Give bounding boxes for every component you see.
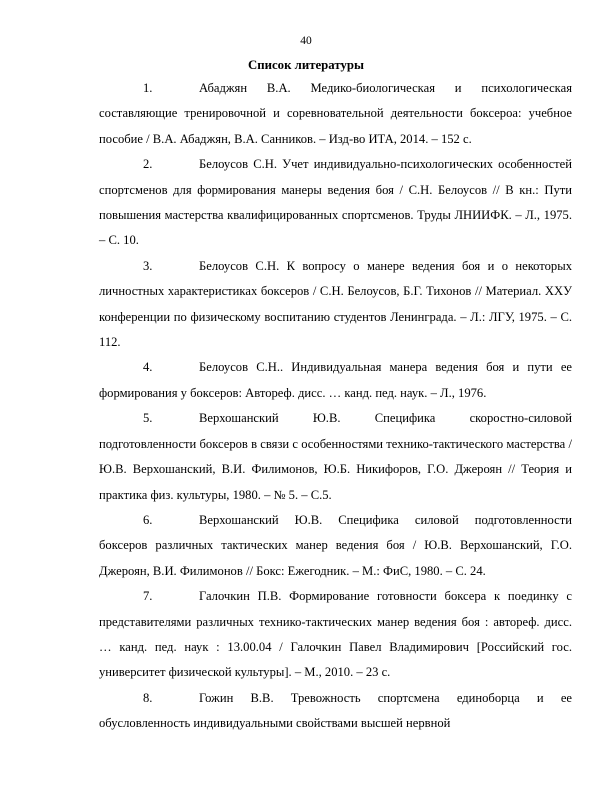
reference-number: 1. <box>143 81 153 95</box>
reference-item <box>99 152 572 254</box>
reference-item <box>99 254 572 356</box>
reference-text: Белоусов С.Н. Учет индивидуально-психологических особенностей спортсменов для формирования манеры ведения боя / С.Н. Белоусов // В кн.: Пути повышения мастерства квалифицированных спортсменов. Труды ЛНИИФК. – Л., 1975. – С. 10. <box>99 157 572 248</box>
reference-item <box>99 508 572 584</box>
reference-text: Белоусов С.Н.. Индивидуальная манера ведения боя и пути ее формирования у боксеров: Автореф. дисс. … канд. пед. наук. – Л., 1976. <box>99 360 572 400</box>
reference-item <box>99 584 572 686</box>
reference-text: Галочкин П.В. Формирование готовности боксера к поединку с представителями различных технико-тактических манер ведения боя : автореф. дисс. … канд. пед. наук : 13.00.04 / Галочкин Павел Владимирович [Российский гос. университет физической культуры]. – М., 2010. – 23 с. <box>99 589 572 680</box>
reference-number: 5. <box>143 411 153 426</box>
reference-number: 7. <box>143 589 153 604</box>
reference-number: 3. <box>143 258 153 273</box>
reference-number: 6. <box>143 512 153 527</box>
reference-text: Гожин В.В. Тревожность спортсмена единоборца и ее обусловленность индивидуальными свойствами высшей нервной <box>99 690 572 731</box>
reference-number: 8. <box>143 690 153 705</box>
reference-text: Абаджян В.А. Медико-биологическая и психологическая составляющие тренировочной и соревновательной деятельности боксероа: учебное пособие / В.А. Абаджян, В.А. Санников. – Изд-во ИТА, 2014. – 152 с. <box>99 81 572 146</box>
reference-text: Верхошанский Ю.В. Специфика силовой подготовленности боксеров различных тактических манер ведения боя / Ю.В. Верхошанский, Г.О. Джероян, В.И. Филимонов // Бокс: Ежегодник. – М.: ФиС, 1980. – С. 24. <box>99 512 572 578</box>
reference-item <box>99 406 572 508</box>
reference-item <box>99 76 572 152</box>
reference-list <box>99 76 572 737</box>
page-number: 40 <box>300 35 312 47</box>
reference-text: Верхошанский Ю.В. Специфика скоростно-силовой подготовленности боксеров в связи с особенностями технико-тактического мастерства / Ю.В. Верхошанский, В.И. Филимонов, Ю.Б. Никифоров, Г.О. Джероян // Теория и практика физ. культуры, 1980. – № 5. – С.5. <box>99 411 572 502</box>
reference-text: Белоусов С.Н. К вопросу о манере ведения боя и о некоторых личностных характеристиках боксеров / С.Н. Белоусов, Б.Г. Тихонов // Материал. ХХУ конференции по физическому воспитанию студентов Ленинграда. – Л.: ЛГУ, 1975. – С. 112. <box>99 258 572 350</box>
page-title: Список литературы <box>248 58 364 72</box>
reference-item <box>99 355 572 406</box>
reference-item <box>99 686 572 737</box>
reference-number: 4. <box>143 360 153 375</box>
reference-number: 2. <box>143 157 153 172</box>
